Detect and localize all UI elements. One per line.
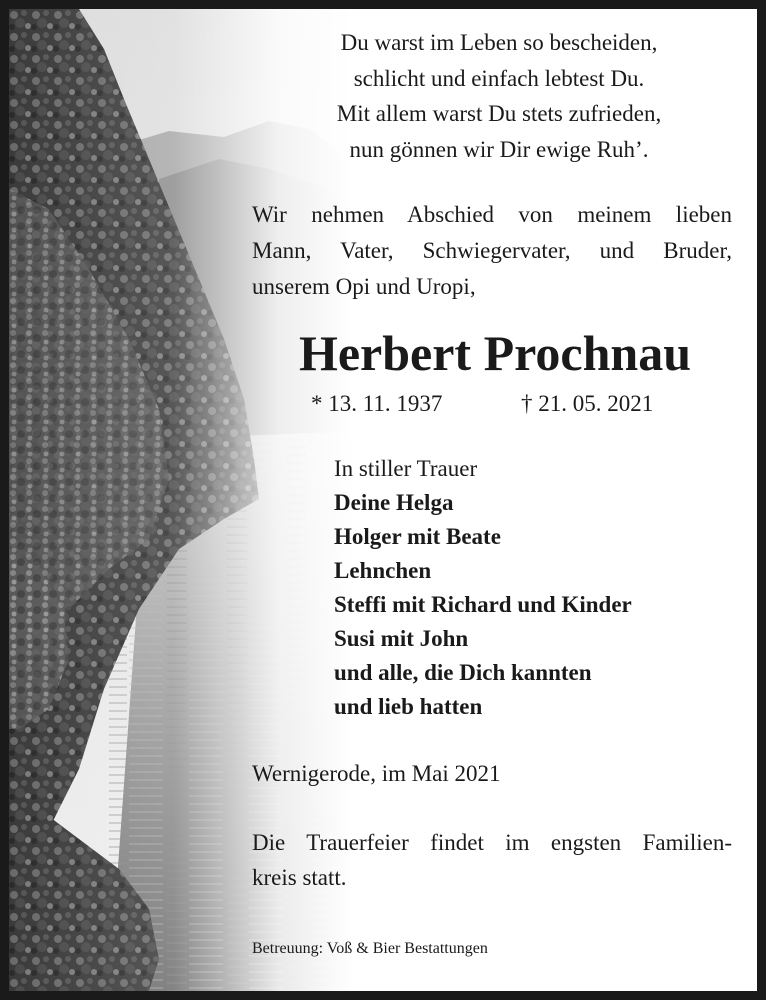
notice-text <box>9 9 757 991</box>
deceased-name: Herbert Prochnau <box>298 325 692 381</box>
poem-line: Du warst im Leben so bescheiden, <box>340 30 658 55</box>
place-date: Wernigerode, im Mai 2021 <box>252 761 501 786</box>
poem-line: nun gönnen wir Dir ewige Ruh’. <box>349 136 649 162</box>
ceremony-line: Die Trauerfeier findet im engsten Familien- <box>252 830 732 855</box>
obituary-notice <box>9 9 757 991</box>
ceremony-line: kreis statt. <box>252 865 347 890</box>
life-dates <box>311 386 654 422</box>
poem-line: Mit allem warst Du stets zufrieden, <box>336 101 662 126</box>
poem-line: schlicht und einfach lebtest Du. <box>353 65 645 91</box>
intro-line: unserem Opi und Uropi, <box>252 274 476 299</box>
mourner: und alle, die Dich kannten <box>334 660 592 685</box>
mourner: Holger mit Beate <box>334 524 501 549</box>
intro-line: Wir nehmen Abschied von meinem lieben <box>252 202 732 227</box>
ceremony-note <box>252 825 732 895</box>
mourner: Steffi mit Richard und Kinder <box>334 592 632 617</box>
mourner: Susi mit John <box>334 626 469 651</box>
memorial-poem <box>259 25 739 167</box>
mourner: Lehnchen <box>334 558 432 583</box>
death-date: † 21. 05. 2021 <box>521 391 654 416</box>
intro-line: Mann, Vater, Schwiegervater, und Bruder, <box>252 238 732 263</box>
mourner: und lieb hatten <box>334 694 483 719</box>
mourner: Deine Helga <box>334 490 454 515</box>
farewell-intro <box>252 197 732 305</box>
funeral-home-credit: Betreuung: Voß & Bier Bestattungen <box>252 940 488 957</box>
birth-date: * 13. 11. 1937 <box>311 391 443 416</box>
mourners-list <box>334 452 632 724</box>
mourning-heading: In stiller Trauer <box>334 456 478 481</box>
